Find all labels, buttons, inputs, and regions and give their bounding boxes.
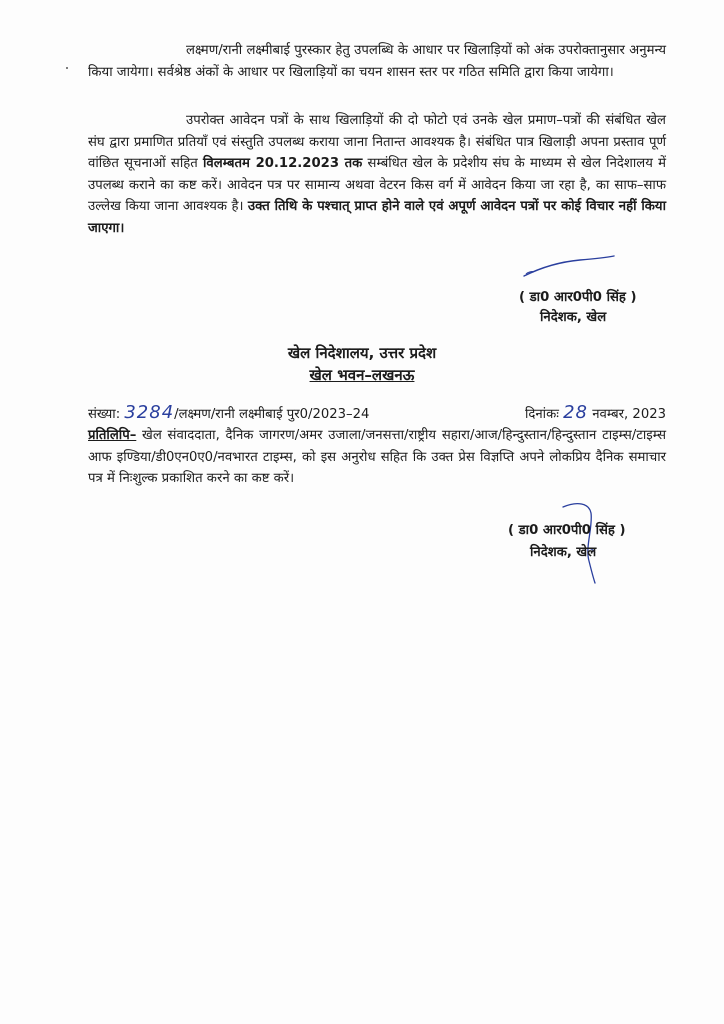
signatory-name-1: ( डा0 आर0पी0 सिंह ): [519, 290, 637, 305]
deadline-text: विलम्बतम 20.12.2023 तक: [203, 156, 363, 171]
signatory-name-2: ( डा0 आर0पी0 सिंह ): [508, 523, 626, 538]
reference-date: [525, 402, 666, 423]
office-heading: खेल निदेशालय, उत्तर प्रदेश: [287, 344, 437, 362]
reference-number-label: संख्या:: [88, 407, 121, 422]
reference-line: [88, 402, 666, 423]
date-handwritten: 28: [563, 402, 588, 423]
paragraph-2-part2: सम्बंधित खेल के प्रदेशीय संघ के माध्यम से खेल निदेशालय में उपलब्ध कराने का कष्ट करें। आवेदन पत्र पर सामान्य अथवा वेटरन किस वर्ग में आवेदन किया जा रहा है, का साफ–साफ उल्लेख किया जाना आवश्यक है।: [88, 156, 666, 214]
reference-number-suffix: /लक्ष्मण/रानी लक्ष्मीबाई पुर0/2023–24: [174, 407, 370, 422]
signatory-designation-2: निदेशक, खेल: [530, 545, 597, 560]
paragraph-points-rule: [88, 40, 666, 83]
director-signature-1: [520, 250, 620, 282]
scan-speck: [66, 67, 68, 69]
paragraph-application-instructions: [88, 110, 666, 239]
date-suffix: नवम्बर, 2023: [588, 407, 666, 422]
copy-to-text: खेल संवाददाता, दैनिक जागरण/अमर उजाला/जनसत्ता/राष्ट्रीय सहारा/आज/हिन्दुस्तान/हिन्दुस्तान टाइम्स/टाइम्स आफ इण्डिया/डी0एन0ए0/नवभारत टाइम्स, को इस अनुरोध सहित कि उक्त प्रेस विज्ञप्ति अपने लोकप्रिय दैनिक समाचार पत्र में निःशुल्क प्रकाशित करने का कष्ट करें।: [88, 428, 666, 486]
copy-to-label: प्रतिलिपि–: [88, 428, 137, 443]
paragraph-2-part1: उपरोक्त आवेदन पत्रों के साथ खिलाड़ियों की दो फोटो एवं उनके खेल प्रमाण–पत्रों की संबंधित खेल संघ द्वारा प्रमाणित प्रतियाँ एवं संस्तुति उपलब्ध कराया जाना नितान्त आवश्यक है। संबंधित पात्र खिलाड़ी अपना प्रस्ताव पूर्ण वांछित सूचनाओं सहित: [88, 113, 666, 171]
office-address: खेल भवन–लखनऊ: [309, 366, 415, 384]
signatory-designation-1: निदेशक, खेल: [540, 310, 607, 325]
date-label: दिनांकः: [524, 407, 559, 422]
copy-to-block: [88, 425, 666, 490]
reference-number-handwritten: 3284: [124, 402, 175, 423]
paragraph-1-text: लक्ष्मण/रानी लक्ष्मीबाई पुरस्कार हेतु उपलब्धि के आधार पर खिलाड़ियों को अंक उपरोक्तानुसार अनुमन्य किया जायेगा। सर्वश्रेष्ठ अंकों के आधार पर खिलाड़ियों का चयन शासन स्तर पर गठित समिति द्वारा किया जायेगा।: [88, 43, 666, 80]
paragraph-2-warning: उक्त तिथि के पश्चात् प्राप्त होने वाले एवं अपूर्ण आवेदन पत्रों पर कोई विचार नहीं किया जाएगा।: [88, 199, 666, 236]
